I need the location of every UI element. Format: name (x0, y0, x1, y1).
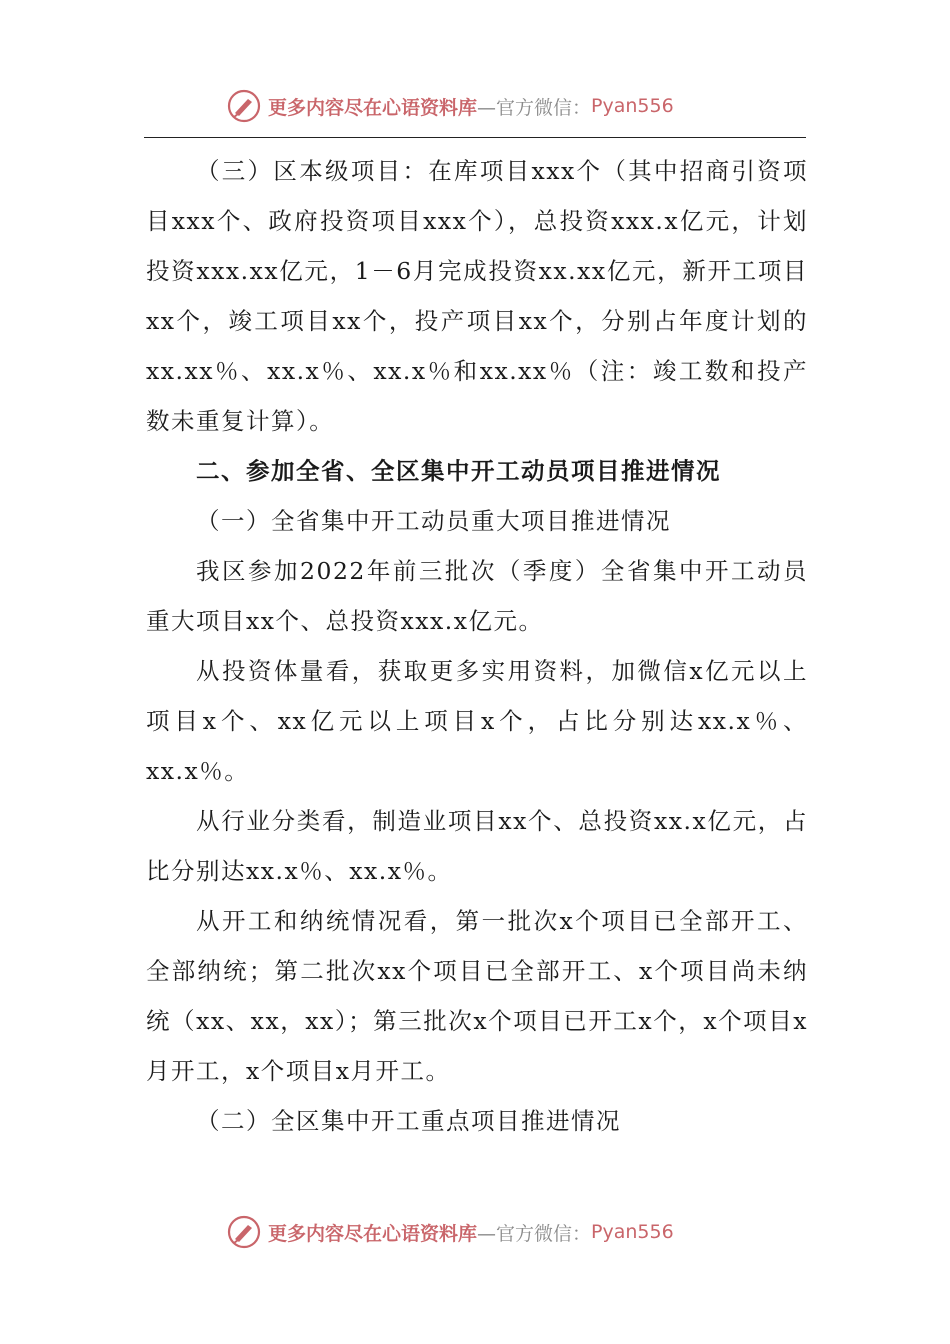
paragraph-district-projects: （三）区本级项目：在库项目xxx个（其中招商引资项目xxx个、政府投资项目xxx个），总投资xxx.x亿元，计划投资xxx.xx亿元，1－6月完成投资xx.xx亿元，新开工项目xx个，竣工项目xx个，投产项目xx个，分别占年度计划的xx.xx％、xx.x％、xx.x％和xx.xx％（注：竣工数和投产数未重复计算）。 (146, 157, 808, 435)
header-divider (144, 137, 806, 138)
pen-seal-icon (226, 88, 262, 124)
paragraph-start-status: 从开工和纳统情况看，第一批次x个项目已全部开工、全部纳统；第二批次xx个项目已全部开工、x个项目尚未纳统（xx、xx，xx）；第三批次x个项目已开工x个，x个项目x月开工，x个项目x月开工。 (146, 907, 808, 1085)
watermark-title: 更多内容尽在心语资料库 (268, 1222, 478, 1245)
watermark-wechat-id: Pyan556 (591, 1221, 674, 1243)
subsection-heading-1: （一）全省集中开工动员重大项目推进情况 (196, 507, 671, 535)
document-body (146, 146, 808, 1146)
watermark-label: —官方微信： (477, 96, 592, 119)
pen-seal-icon (226, 1214, 262, 1250)
paragraph-province-projects: 我区参加2022年前三批次（季度）全省集中开工动员重大项目xx个、总投资xxx.x亿元。 (146, 557, 808, 635)
watermark-footer (226, 1210, 674, 1254)
section-heading-2: 二、参加全省、全区集中开工动员项目推进情况 (196, 457, 721, 485)
watermark-wechat-id: Pyan556 (591, 95, 674, 117)
watermark-header (226, 84, 674, 128)
subsection-heading-2: （二）全区集中开工重点项目推进情况 (196, 1107, 621, 1135)
paragraph-investment-scale: 从投资体量看，获取更多实用资料，加微信x亿元以上项目x个、xx亿元以上项目x个，占比分别达xx.x％、xx.x％。 (146, 657, 808, 785)
watermark-title: 更多内容尽在心语资料库 (268, 96, 478, 119)
paragraph-industry-category: 从行业分类看，制造业项目xx个、总投资xx.x亿元，占比分别达xx.x％、xx.x％。 (146, 807, 808, 885)
watermark-label: —官方微信： (477, 1222, 592, 1245)
